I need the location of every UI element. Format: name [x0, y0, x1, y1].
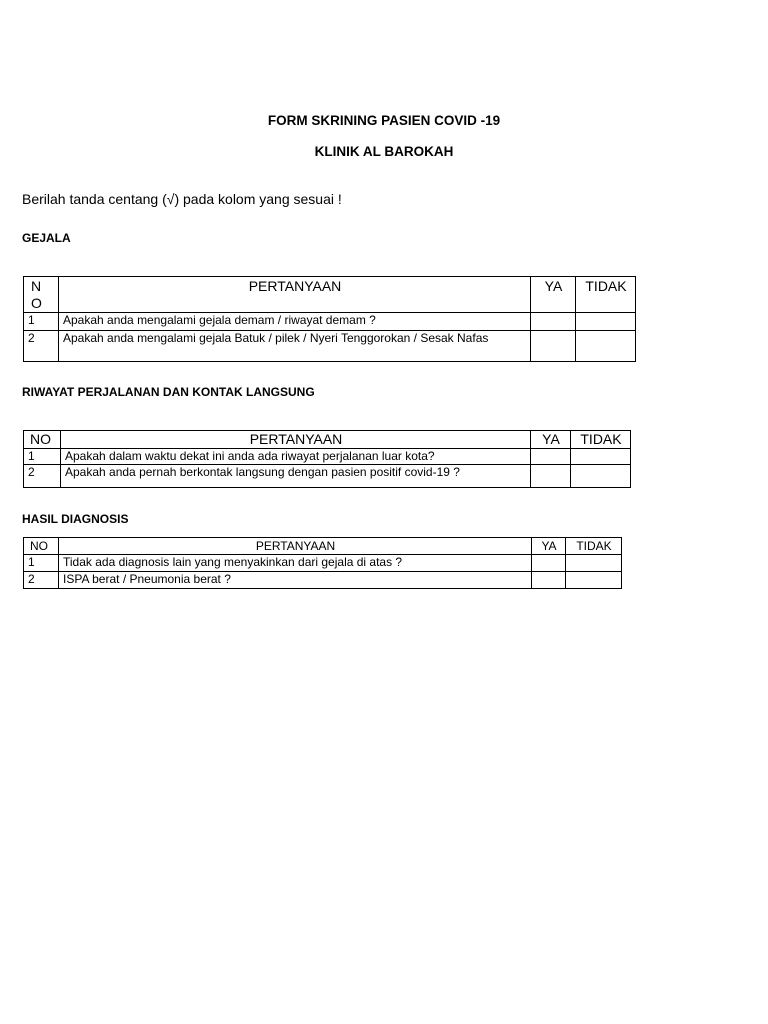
table-row [24, 331, 636, 362]
yes-answer-cell[interactable] [531, 449, 571, 465]
riwayat-table [23, 430, 631, 488]
table-row [24, 449, 631, 465]
no-answer-cell[interactable] [571, 449, 631, 465]
header-no-answer: TIDAK [566, 538, 622, 555]
table-row [24, 313, 636, 331]
table-row [24, 555, 622, 572]
row-question: Apakah anda mengalami gejala demam / riwayat demam ? [59, 313, 531, 331]
row-question: ISPA berat / Pneumonia berat ? [59, 572, 532, 589]
row-number: 1 [24, 313, 59, 331]
row-question: Apakah anda mengalami gejala Batuk / pilek / Nyeri Tenggorokan / Sesak Nafas [59, 331, 531, 362]
header-no: NO [24, 538, 59, 555]
clinic-name: KLINIK AL BAROKAH [314, 144, 454, 159]
section-heading-diagnosis: HASIL DIAGNOSIS [22, 512, 129, 526]
row-number: 1 [24, 449, 61, 465]
row-number: 2 [24, 572, 59, 589]
header-yes: YA [531, 277, 576, 313]
no-answer-cell[interactable] [571, 465, 631, 488]
no-answer-cell[interactable] [566, 555, 622, 572]
header-no-answer: TIDAK [576, 277, 636, 313]
table-header-row [24, 538, 622, 555]
row-number: 2 [24, 331, 59, 362]
row-question: Apakah dalam waktu dekat ini anda ada riwayat perjalanan luar kota? [61, 449, 531, 465]
table-header-row [24, 277, 636, 313]
no-answer-cell[interactable] [576, 331, 636, 362]
row-number: 1 [24, 555, 59, 572]
yes-answer-cell[interactable] [531, 313, 576, 331]
no-answer-cell[interactable] [576, 313, 636, 331]
row-question: Apakah anda pernah berkontak langsung dengan pasien positif covid-19 ? [61, 465, 531, 488]
header-no-answer: TIDAK [571, 431, 631, 449]
table-row [24, 465, 631, 488]
yes-answer-cell[interactable] [532, 555, 566, 572]
no-answer-cell[interactable] [566, 572, 622, 589]
yes-answer-cell[interactable] [531, 331, 576, 362]
instruction-text: Berilah tanda centang (√) pada kolom yang sesuai ! [22, 191, 342, 207]
header-question: PERTANYAAN [61, 431, 531, 449]
table-row [24, 572, 622, 589]
form-title: FORM SKRINING PASIEN COVID -19 [267, 113, 501, 128]
header-question: PERTANYAAN [59, 277, 531, 313]
header-yes: YA [532, 538, 566, 555]
diagnosis-table [23, 537, 622, 589]
header-no: N O [24, 277, 59, 313]
row-number: 2 [24, 465, 61, 488]
gejala-table [23, 276, 636, 362]
header-question: PERTANYAAN [59, 538, 532, 555]
header-no: NO [24, 431, 61, 449]
row-question: Tidak ada diagnosis lain yang menyakinkan dari gejala di atas ? [59, 555, 532, 572]
header-yes: YA [531, 431, 571, 449]
section-heading-riwayat: RIWAYAT PERJALANAN DAN KONTAK LANGSUNG [22, 385, 315, 399]
section-heading-gejala: GEJALA [22, 231, 71, 245]
yes-answer-cell[interactable] [532, 572, 566, 589]
table-header-row [24, 431, 631, 449]
yes-answer-cell[interactable] [531, 465, 571, 488]
